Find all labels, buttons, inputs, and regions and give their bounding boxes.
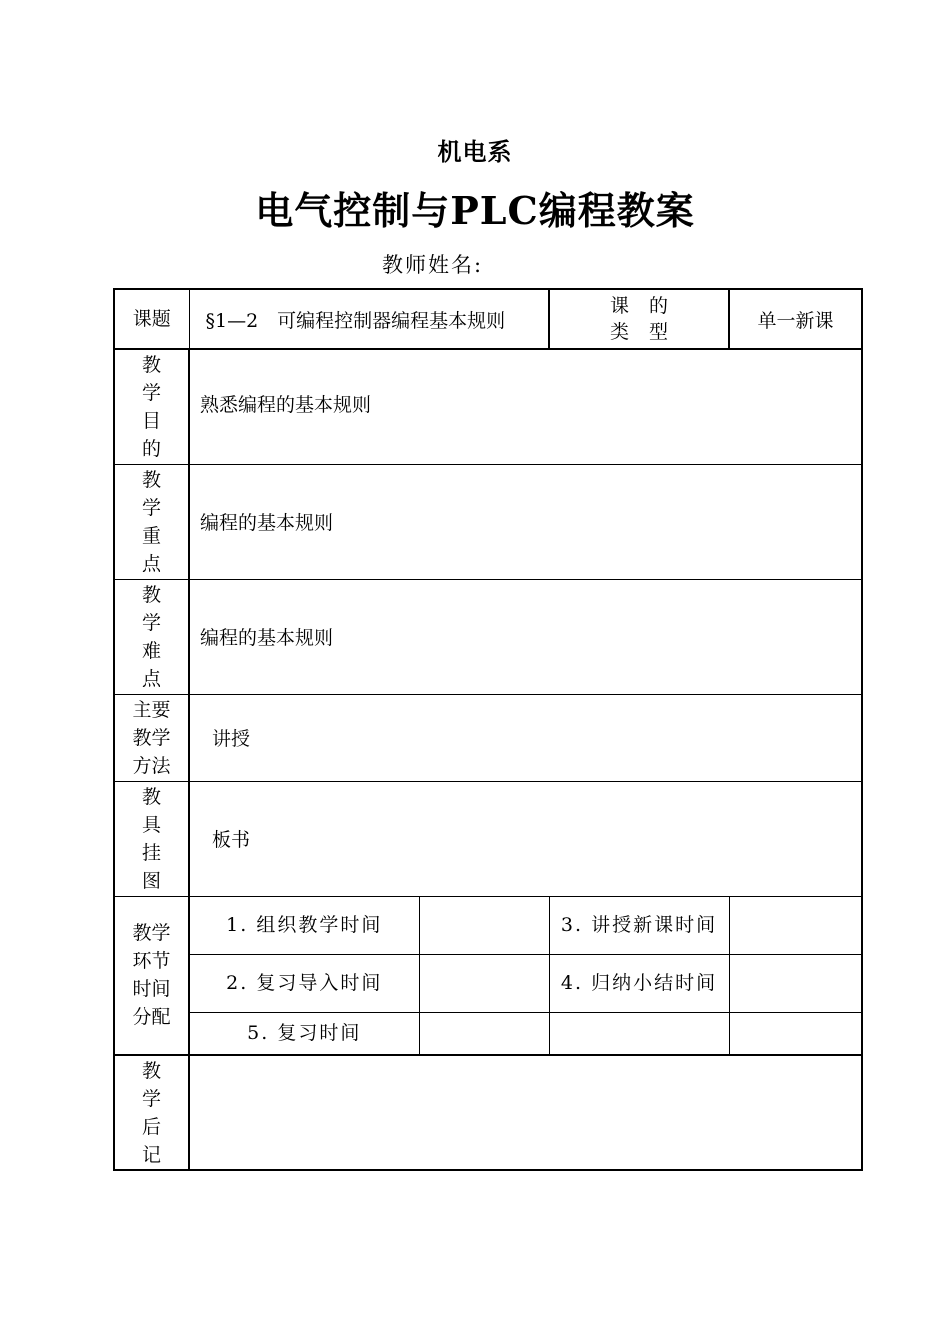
difficulties-label: 教 学 难 点 [114,579,189,694]
lesson-type-label-line2: 类型 [609,321,688,343]
topic-label: 课题 [114,289,189,349]
lesson-plan-table [113,288,863,1171]
lesson-type-value: 单一新课 [729,289,862,349]
time-item-new-lesson: 3. 讲授新课时间 [549,896,729,954]
time-item-organize: 1. 组织教学时间 [189,896,419,954]
methods-value: 讲授 [189,694,862,781]
department-heading: 机电系 [437,137,513,166]
lesson-type-label-line1: 课的 [609,295,688,317]
key-points-label: 教 学 重 点 [114,464,189,579]
key-points-value: 编程的基本规则 [189,464,862,579]
time-value-summary [729,954,862,1012]
lesson-type-label [549,289,729,349]
time-item-review: 5. 复习时间 [189,1012,419,1055]
topic-value: §1—2 可编程控制器编程基本规则 [189,289,549,349]
methods-label: 主要 教学 方法 [114,694,189,781]
time-value-review-intro [419,954,549,1012]
time-allocation-label: 教学 环节 时间 分配 [114,896,189,1055]
teaching-aids-value: 板书 [189,781,862,896]
objective-value: 熟悉编程的基本规则 [189,349,862,464]
difficulties-value: 编程的基本规则 [189,579,862,694]
time-value-new-lesson [729,896,862,954]
teaching-aids-label: 教 具 挂 图 [114,781,189,896]
reflection-label: 教 学 后 记 [114,1055,189,1170]
time-value-review [419,1012,549,1055]
time-item-summary: 4. 归纳小结时间 [549,954,729,1012]
document-title: 电气控制与PLC编程教案 [255,188,695,233]
reflection-value [189,1055,862,1170]
teacher-name-label: 教师姓名: [382,253,484,277]
time-value-organize [419,896,549,954]
time-extra-value [729,1012,862,1055]
time-item-review-intro: 2. 复习导入时间 [189,954,419,1012]
time-extra-label [549,1012,729,1055]
objective-label: 教 学 目 的 [114,349,189,464]
